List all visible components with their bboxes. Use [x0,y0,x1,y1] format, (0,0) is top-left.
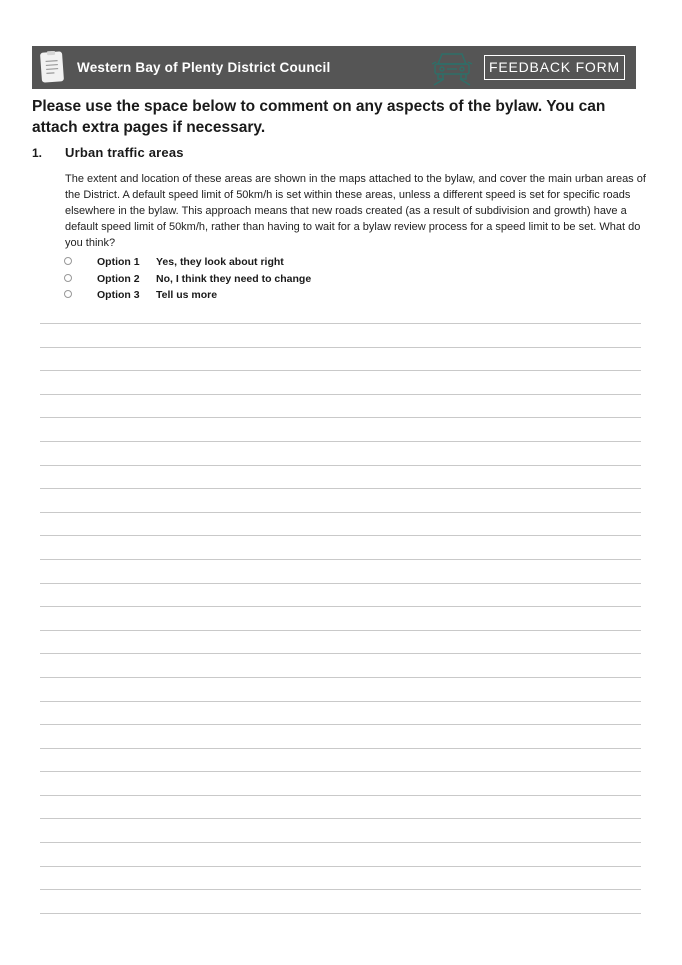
comment-line [40,394,641,418]
comment-line [40,323,641,347]
comment-area[interactable] [40,323,641,936]
section-body: The extent and location of these areas are shown in the maps attached to the bylaw, and cover the main urban areas of the District. A default speed limit of 50km/h is set within these areas, unless a different speed is set for specific roads elsewhere in the bylaw. This approach means that new roads created (as a result of subdivision and growth) have a default speed limit of 50km/h, rather than having to wait for a bylaw review process for a speed limit to be set. What do you think? [65,173,646,249]
comment-line [40,559,641,583]
comment-line [40,535,641,559]
option-text: Tell us more [156,289,218,301]
comment-line [40,417,641,441]
car-icon [430,50,474,86]
option-2[interactable] [62,272,362,289]
comment-line [40,889,641,913]
comment-line [40,512,641,536]
comment-line [40,677,641,701]
option-text: Yes, they look about right [156,256,284,268]
option-text: No, I think they need to change [156,272,312,285]
radio-button[interactable] [64,257,72,265]
comment-line [40,465,641,489]
comment-line [40,748,641,772]
comment-line [40,370,641,394]
comment-line [40,701,641,725]
comment-line [40,818,641,842]
comment-line [40,488,641,512]
option-label: Option 1 [97,256,140,268]
radio-button[interactable] [64,274,72,282]
document-icon [40,51,64,83]
comment-line [40,347,641,371]
org-name: Western Bay of Plenty District Council [77,60,331,75]
section-number: 1. [32,146,43,160]
intro-instructions: Please use the space below to comment on any aspects of the bylaw. You can attach extra pages if necessary. [32,98,606,136]
radio-button[interactable] [64,290,72,298]
comment-line [40,795,641,819]
option-label: Option 3 [97,289,140,301]
comment-line [40,583,641,607]
options-group [62,255,362,305]
option-label: Option 2 [97,272,140,285]
comment-line [40,842,641,866]
comment-line [40,913,641,937]
feedback-form-badge: FEEDBACK FORM [484,55,625,80]
comment-line [40,724,641,748]
comment-line [40,441,641,465]
option-3[interactable] [62,288,362,305]
section-title: Urban traffic areas [65,145,184,160]
comment-line [40,630,641,654]
comment-line [40,866,641,890]
comment-line [40,653,641,677]
comment-line [40,606,641,630]
form-header [32,46,636,89]
option-1[interactable] [62,255,362,272]
comment-line [40,771,641,795]
